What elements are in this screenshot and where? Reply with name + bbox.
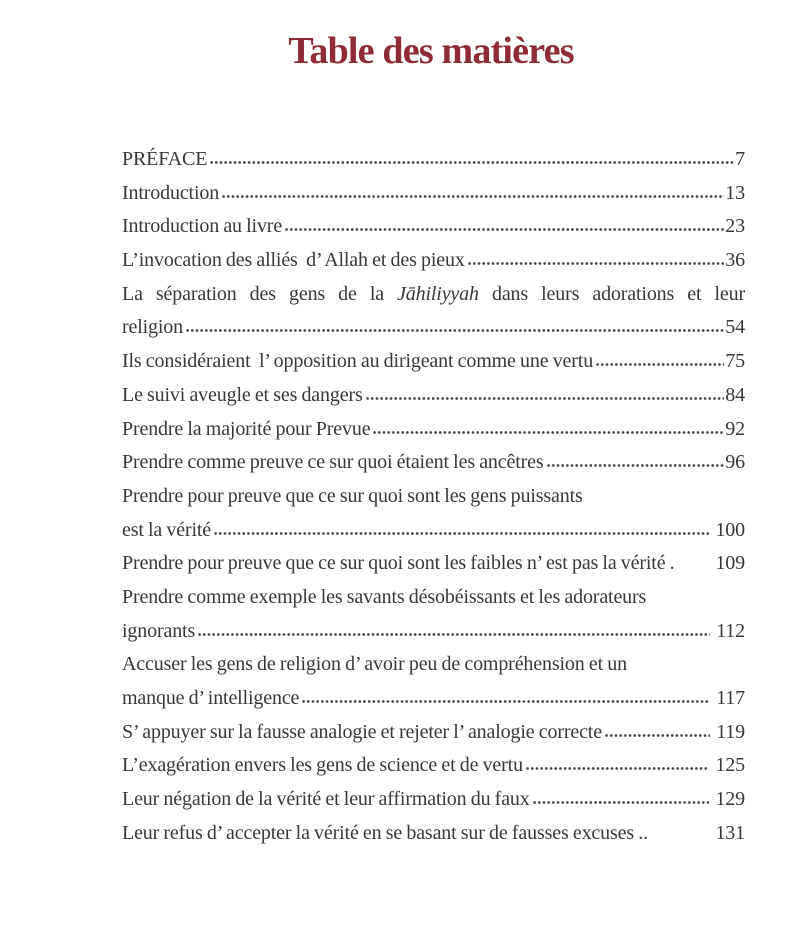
toc-entry-text: Leur refus d’ accepter la vérité en se basant sur de fausses excuses ..	[122, 821, 648, 844]
dot-leader	[222, 194, 724, 199]
toc-page-number: 100	[715, 518, 745, 541]
toc-entry-text: manque d’ intelligence	[122, 687, 300, 709]
toc-page-number: 96	[725, 451, 745, 474]
toc-entry-text: Prendre la majorité pour Prevue	[122, 417, 371, 440]
toc-entry	[122, 749, 745, 783]
toc-entry-text: PRÉFACE	[122, 148, 208, 170]
toc-entry-text: Introduction au livre	[122, 215, 283, 238]
toc-entry-text: S’ appuyer sur la fausse analogie et rejeter l’ analogie correcte	[122, 720, 602, 743]
toc-entry-text: L’exagération envers les gens de science et de vertu	[122, 754, 523, 777]
toc-entry	[122, 682, 745, 716]
toc-entry-wrapped-line	[122, 581, 745, 615]
toc-entry-wrapped-line	[122, 278, 745, 312]
dot-leader	[302, 699, 710, 704]
toc-entry-wrapped-line	[122, 480, 745, 514]
dot-leader	[214, 531, 709, 536]
toc-entry-text: L’invocation des alliés d’ Allah et des pieux	[122, 249, 465, 272]
dot-leader	[373, 430, 724, 435]
toc-entry	[122, 177, 745, 211]
toc-entry-text: Prendre comme preuve ce sur quoi étaient les ancêtres	[122, 451, 544, 474]
dot-leader	[198, 632, 710, 637]
dot-leader	[285, 227, 724, 232]
toc-entry-text: Introduction	[122, 181, 220, 204]
toc-entry-text: Prendre pour preuve que ce sur quoi sont les gens puissants	[122, 484, 583, 507]
dot-leader	[596, 362, 724, 367]
dot-leader	[468, 261, 725, 266]
toc-entry-text: Accuser les gens de religion d’ avoir peu de compréhension et un	[122, 653, 627, 676]
dot-leader	[186, 328, 724, 333]
toc-entry-text-segment: La séparation des gens de la	[122, 282, 398, 305]
toc-entry-text: Ils considéraient l’ opposition au dirigeant comme une vertu	[122, 350, 594, 373]
toc-entry	[122, 143, 745, 177]
toc-entry-wrapped-line	[122, 648, 745, 682]
toc-entry-text: Leur négation de la vérité et leur affirmation du faux	[122, 788, 530, 811]
toc-entry-text: ignorants	[122, 619, 196, 642]
dot-leader	[533, 800, 710, 805]
toc-entry-text: Le suivi aveugle et ses dangers	[122, 383, 363, 406]
toc-page-number: 75	[725, 350, 745, 373]
toc-entry-text: Prendre comme exemple les savants désobéissants et les adorateurs	[122, 585, 647, 608]
toc-entry	[122, 615, 745, 649]
toc-entry-text-italic: Jāhiliyyah	[397, 282, 479, 305]
toc-entry	[122, 311, 745, 345]
toc-entry	[122, 817, 745, 851]
toc-page-number: 7	[735, 148, 745, 170]
toc-entry-text: est la vérité	[122, 518, 212, 541]
toc-page-number: 117	[716, 687, 745, 709]
toc-entry	[122, 514, 745, 548]
leader-spacer	[651, 834, 715, 839]
toc-page-number: 112	[716, 619, 745, 642]
toc-list	[122, 143, 745, 850]
toc-entry	[122, 379, 745, 413]
toc-page-number: 109	[715, 552, 745, 575]
toc-page-number: 92	[725, 417, 745, 440]
toc-page-number: 13	[725, 181, 745, 204]
leader-spacer	[678, 564, 715, 569]
toc-entry	[122, 783, 745, 817]
toc-entry-text: religion	[122, 316, 184, 339]
toc-entry	[122, 446, 745, 480]
toc-entry-text-segment: dans leurs adorations et leur	[478, 282, 745, 305]
toc-page-number: 54	[725, 316, 745, 339]
page-title: Table des matières	[288, 30, 574, 72]
dot-leader	[605, 733, 710, 738]
toc-page-number: 125	[715, 754, 745, 777]
toc-entry	[122, 210, 745, 244]
toc-page-number: 129	[715, 788, 745, 811]
toc-page-number: 23	[725, 215, 745, 238]
toc-entry	[122, 345, 745, 379]
toc-entry	[122, 547, 745, 581]
toc-page-number: 119	[716, 720, 745, 743]
dot-leader	[366, 396, 725, 401]
toc-entry	[122, 413, 745, 447]
dot-leader	[547, 463, 725, 468]
dot-leader	[526, 766, 710, 771]
toc-entry	[122, 716, 745, 750]
toc-entry-text: Prendre pour preuve que ce sur quoi sont les faibles n’ est pas la vérité .	[122, 552, 675, 575]
toc-entry	[122, 244, 745, 278]
dot-leader	[210, 160, 734, 165]
toc-page-number: 84	[725, 383, 745, 406]
toc-page-number: 131	[715, 821, 745, 844]
toc-page-number: 36	[725, 249, 745, 272]
